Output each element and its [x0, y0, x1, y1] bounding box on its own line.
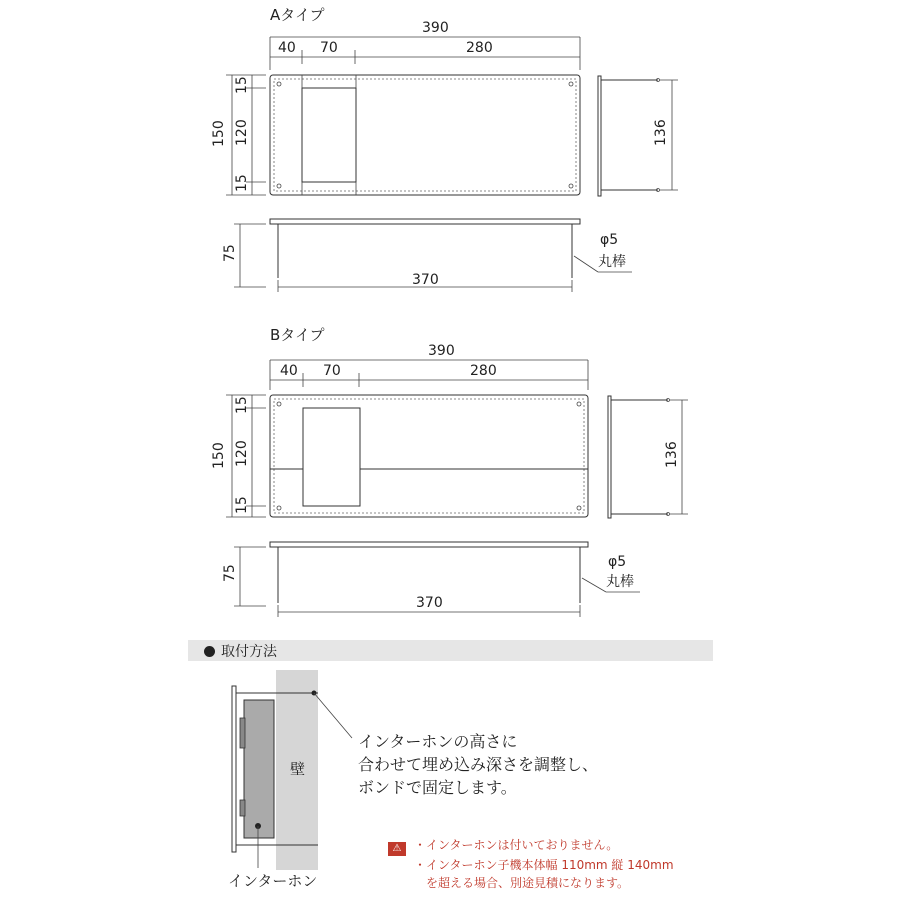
instruction-line: ボンドで固定します。: [358, 778, 517, 797]
mounting-section-title: 取付方法: [204, 641, 277, 661]
type-b-width-right: 280: [470, 363, 497, 379]
type-a-title: Aタイプ: [270, 6, 325, 24]
type-b-drawing: [211, 326, 688, 617]
instruction-line: インターホンの高さに: [358, 732, 518, 751]
type-a-width-total: 390: [422, 20, 449, 36]
type-b-opening: [303, 408, 360, 506]
type-b-title: Bタイプ: [270, 326, 325, 344]
instruction-line: 合わせて埋め込み深さを調整し、: [358, 755, 599, 774]
type-b-rod-label: 丸棒: [606, 574, 634, 590]
bullet-icon: [204, 646, 215, 657]
type-a-width-mid: 70: [320, 40, 338, 56]
type-a-height-mid: 120: [234, 119, 250, 146]
type-a-height-top: 15: [234, 76, 250, 94]
type-b-height-total: 150: [211, 442, 227, 469]
type-b-bottom-width: 370: [416, 595, 443, 611]
type-b-width-mid: 70: [323, 363, 341, 379]
note-line: を超える場合、別途見積になります。: [426, 876, 630, 890]
type-b-side-depth: 136: [664, 441, 680, 468]
type-b-bottom-depth: 75: [222, 564, 238, 582]
type-a-bottom-depth: 75: [222, 244, 238, 262]
mounting-instructions: [358, 730, 598, 799]
type-a-opening: [302, 88, 356, 182]
type-a-rod-size: φ5: [600, 232, 619, 248]
type-b-height-top: 15: [234, 396, 250, 414]
type-a-height-bottom: 15: [234, 174, 250, 192]
type-a-bottom-width: 370: [412, 272, 439, 288]
note-line: ・インターホン子機本体幅 110mm 縦 140mm: [414, 858, 674, 872]
wall-label: 壁: [290, 760, 306, 778]
intercom-body: [244, 700, 274, 838]
type-a-bottom-plate: [270, 219, 580, 224]
type-a-side-depth: 136: [653, 119, 669, 146]
type-b-height-mid: 120: [234, 440, 250, 467]
mount-plate: [232, 686, 236, 852]
type-b-width-total: 390: [428, 343, 455, 359]
type-b-width-left: 40: [280, 363, 298, 379]
warning-triangle-icon: ⚠: [388, 842, 406, 856]
notes: [388, 836, 674, 892]
intercom-label: インターホン: [228, 872, 318, 890]
type-a-width-right: 280: [466, 40, 493, 56]
type-b-height-bottom: 15: [234, 496, 250, 514]
note-line: ・インターホンは付いておりません。: [414, 838, 619, 852]
type-b-rod-size: φ5: [608, 554, 627, 570]
type-a-width-left: 40: [278, 40, 296, 56]
mounting-diagram: [232, 670, 352, 870]
type-a-height-total: 150: [211, 120, 227, 147]
type-a-side-plate: [598, 76, 601, 196]
type-b-bottom-plate: [270, 542, 588, 547]
type-a-drawing: [211, 6, 678, 292]
type-a-front-plate: [270, 75, 580, 195]
type-b-side-plate: [608, 396, 611, 518]
type-a-rod-label: 丸棒: [598, 254, 626, 270]
